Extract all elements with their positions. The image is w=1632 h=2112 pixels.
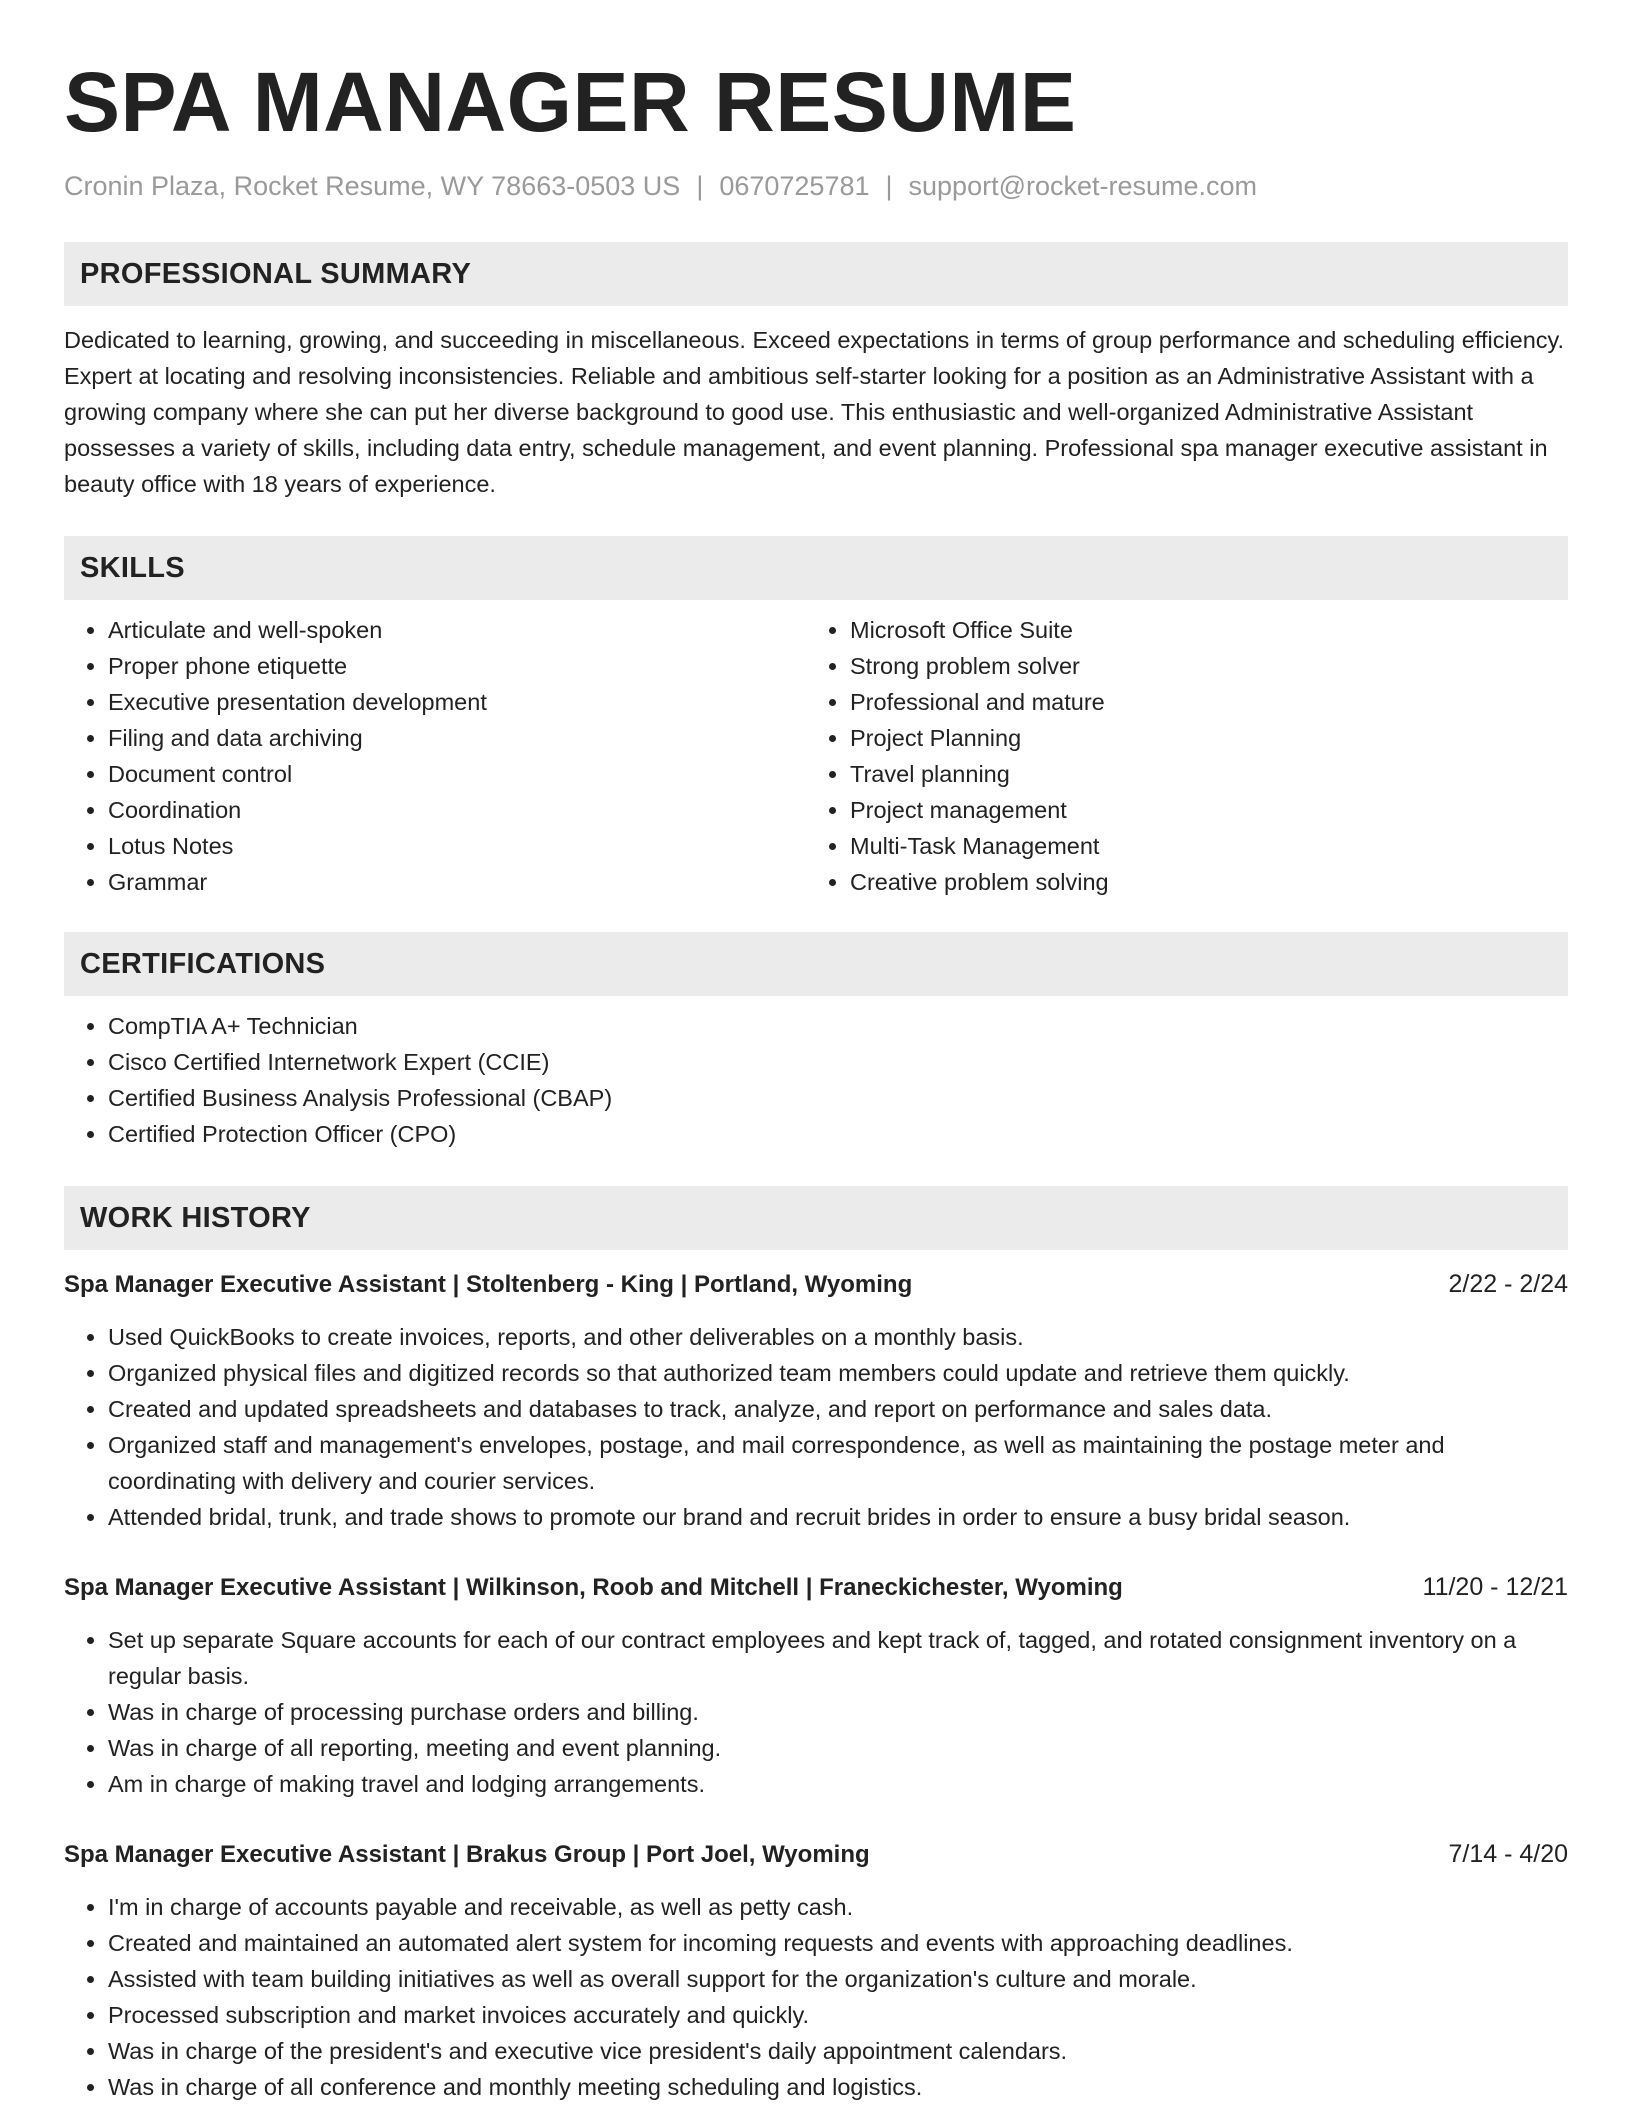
job-bullet: • Am in charge of making travel and lodging arrangements. bbox=[108, 1766, 1568, 1802]
skill-item: • Coordination bbox=[108, 792, 806, 828]
job-bullet: • Organized physical files and digitized records so that authorized team members could update and retrieve them quickly. bbox=[108, 1355, 1568, 1391]
certification-item: • Cisco Certified Internetwork Expert (CCIE) bbox=[108, 1044, 1568, 1080]
skill-item: • Creative problem solving bbox=[850, 864, 1548, 900]
skill-item: • Multi-Task Management bbox=[850, 828, 1548, 864]
certification-item: • Certified Protection Officer (CPO) bbox=[108, 1116, 1568, 1152]
job-bullet: • Was in charge of the president's and executive vice president's daily appointment calendars. bbox=[108, 2033, 1568, 2069]
job-bullet: • Created and updated spreadsheets and databases to track, analyze, and report on performance and sales data. bbox=[108, 1391, 1568, 1427]
skill-item: • Document control bbox=[108, 756, 806, 792]
job-header bbox=[64, 1836, 1568, 1873]
skill-item: • Grammar bbox=[108, 864, 806, 900]
job-title: Spa Manager Executive Assistant | Stoltenberg - King | Portland, Wyoming bbox=[64, 1271, 913, 1298]
contact-phone: 0670725781 bbox=[719, 171, 870, 201]
skill-item: • Project management bbox=[850, 792, 1548, 828]
job-bullet: • Set up separate Square accounts for each of our contract employees and kept track of, tagged, and rotated consignment inventory on a regular basis. bbox=[108, 1622, 1568, 1694]
job-bullet: • Used QuickBooks to create invoices, reports, and other deliverables on a monthly basis. bbox=[108, 1319, 1568, 1355]
job-bullet: • I'm in charge of accounts payable and receivable, as well as petty cash. bbox=[108, 1889, 1568, 1925]
job-bullets bbox=[64, 1889, 1568, 2105]
job-title: Spa Manager Executive Assistant | Brakus Group | Port Joel, Wyoming bbox=[64, 1841, 870, 1868]
job-bullet: • Assisted with team building initiatives as well as overall support for the organization's culture and morale. bbox=[108, 1961, 1568, 1997]
resume-title: SPA MANAGER RESUME bbox=[64, 55, 1077, 149]
skill-item: • Project Planning bbox=[850, 720, 1548, 756]
skills-heading: SKILLS bbox=[64, 536, 1568, 600]
contact-separator: | bbox=[696, 171, 704, 201]
job-bullet: • Was in charge of all reporting, meeting and event planning. bbox=[108, 1730, 1568, 1766]
job-bullet: • Created and maintained an automated alert system for incoming requests and events with approaching deadlines. bbox=[108, 1925, 1568, 1961]
skill-item: • Microsoft Office Suite bbox=[850, 612, 1548, 648]
skills-grid bbox=[64, 612, 1568, 900]
job-bullets bbox=[64, 1622, 1568, 1802]
skills-list-left bbox=[64, 612, 806, 900]
skill-item: • Proper phone etiquette bbox=[108, 648, 806, 684]
job-bullets bbox=[64, 1319, 1568, 1535]
skill-item: • Professional and mature bbox=[850, 684, 1548, 720]
skill-item: • Articulate and well-spoken bbox=[108, 612, 806, 648]
contact-line bbox=[64, 168, 1568, 204]
job-entry bbox=[64, 1266, 1568, 1535]
summary-heading: PROFESSIONAL SUMMARY bbox=[64, 242, 1568, 306]
certification-item: • Certified Business Analysis Professional (CBAP) bbox=[108, 1080, 1568, 1116]
job-bullet: • Organized staff and management's envelopes, postage, and mail correspondence, as well as maintaining the postage meter and coordinating with delivery and courier services. bbox=[108, 1427, 1568, 1499]
skills-list-right bbox=[806, 612, 1548, 900]
job-dates: 2/22 - 2/24 bbox=[1448, 1270, 1568, 1298]
skill-item: • Strong problem solver bbox=[850, 648, 1548, 684]
skills-column-left bbox=[64, 612, 806, 900]
job-header bbox=[64, 1569, 1568, 1606]
job-bullet: • Was in charge of processing purchase orders and billing. bbox=[108, 1694, 1568, 1730]
contact-email: support@rocket-resume.com bbox=[908, 171, 1258, 201]
contact-separator: | bbox=[885, 171, 893, 201]
certifications-heading: CERTIFICATIONS bbox=[64, 932, 1568, 996]
job-bullet: • Was in charge of all conference and monthly meeting scheduling and logistics. bbox=[108, 2069, 1568, 2105]
skill-item: • Travel planning bbox=[850, 756, 1548, 792]
skill-item: • Lotus Notes bbox=[108, 828, 806, 864]
summary-text: Dedicated to learning, growing, and succeeding in miscellaneous. Exceed expectations in terms of group performance and scheduling efficiency. Expert at locating and resolving inconsistencies. Reliable and ambitious self-starter looking for a position as an Administrative Assistant with a growing company where she can put her diverse background to good use. This enthusiastic and well-organized Administrative Assistant possesses a variety of skills, including data entry, schedule management, and event planning. Professional spa manager executive assistant in beauty office with 18 years of experience. bbox=[64, 327, 1565, 497]
job-entry bbox=[64, 1836, 1568, 2105]
job-bullet: • Attended bridal, trunk, and trade shows to promote our brand and recruit brides in order to ensure a busy bridal season. bbox=[108, 1499, 1568, 1535]
job-entry bbox=[64, 1569, 1568, 1802]
skills-column-right bbox=[806, 612, 1548, 900]
certification-item: • CompTIA A+ Technician bbox=[108, 1008, 1568, 1044]
job-bullet: • Processed subscription and market invoices accurately and quickly. bbox=[108, 1997, 1568, 2033]
job-title: Spa Manager Executive Assistant | Wilkinson, Roob and Mitchell | Franeckichester, Wyoming bbox=[64, 1574, 1123, 1601]
skill-item: • Executive presentation development bbox=[108, 684, 806, 720]
job-header bbox=[64, 1266, 1568, 1303]
contact-address: Cronin Plaza, Rocket Resume, WY 78663-0503 US bbox=[64, 171, 681, 201]
work-history-heading: WORK HISTORY bbox=[64, 1186, 1568, 1250]
job-dates: 11/20 - 12/21 bbox=[1422, 1573, 1568, 1601]
job-dates: 7/14 - 4/20 bbox=[1448, 1840, 1568, 1868]
skill-item: • Filing and data archiving bbox=[108, 720, 806, 756]
certifications-list bbox=[64, 1008, 1568, 1152]
